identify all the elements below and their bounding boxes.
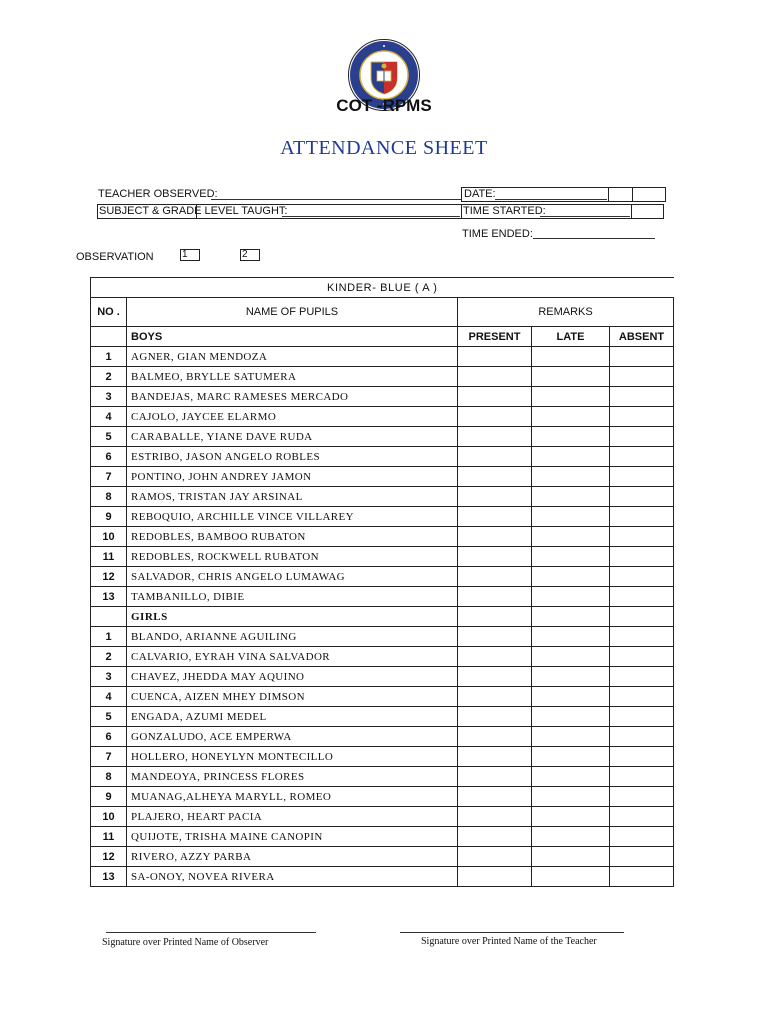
pupil-number: 9 xyxy=(91,787,127,807)
col-late-header: LATE xyxy=(532,327,610,347)
table-row xyxy=(91,747,674,767)
pupil-number: 5 xyxy=(91,427,127,447)
absent-cell[interactable] xyxy=(610,807,674,827)
col-present-header: PRESENT xyxy=(458,327,532,347)
pupil-number: 8 xyxy=(91,487,127,507)
pupil-number: 12 xyxy=(91,847,127,867)
pupil-number: 1 xyxy=(91,627,127,647)
absent-cell[interactable] xyxy=(610,687,674,707)
late-cell[interactable] xyxy=(532,507,610,527)
table-row xyxy=(91,507,674,527)
pupil-number: 9 xyxy=(91,507,127,527)
table-row xyxy=(91,407,674,427)
present-cell[interactable] xyxy=(458,547,532,567)
subject-grade-label: SUBJECT & GRADE LEVEL TAUGHT: xyxy=(99,205,288,217)
pupil-number: 7 xyxy=(91,747,127,767)
pupil-name: CUENCA, AIZEN MHEY DIMSON xyxy=(127,687,458,707)
blank-cell xyxy=(91,327,127,347)
pupil-number: 11 xyxy=(91,827,127,847)
present-cell[interactable] xyxy=(458,787,532,807)
late-cell[interactable] xyxy=(532,347,610,367)
absent-cell[interactable] xyxy=(610,647,674,667)
absent-cell[interactable] xyxy=(610,787,674,807)
late-cell[interactable] xyxy=(532,367,610,387)
pupil-number: 12 xyxy=(91,567,127,587)
header-row xyxy=(91,298,674,327)
table-row xyxy=(91,687,674,707)
subject-grade-line[interactable] xyxy=(282,216,460,217)
pupil-name: BALMEO, BRYLLE SATUMERA xyxy=(127,367,458,387)
pupil-name: MANDEOYA, PRINCESS FLORES xyxy=(127,767,458,787)
present-cell[interactable] xyxy=(458,347,532,367)
absent-cell[interactable] xyxy=(610,727,674,747)
pupil-name: ESTRIBO, JASON ANGELO ROBLES xyxy=(127,447,458,467)
observer-signature-label: Signature over Printed Name of Observer xyxy=(102,937,269,948)
class-name: KINDER- BLUE ( A ) xyxy=(91,278,674,298)
late-cell[interactable] xyxy=(532,387,610,407)
absent-cell[interactable] xyxy=(610,547,674,567)
observation-label: OBSERVATION xyxy=(76,251,154,263)
pupil-name: SALVADOR, CHRIS ANGELO LUMAWAG xyxy=(127,567,458,587)
absent-cell[interactable] xyxy=(610,847,674,867)
present-cell[interactable] xyxy=(458,667,532,687)
girls-header-row xyxy=(91,607,674,627)
present-cell[interactable] xyxy=(458,807,532,827)
absent-cell[interactable] xyxy=(610,567,674,587)
blank-cell xyxy=(610,607,674,627)
pupil-number: 13 xyxy=(91,587,127,607)
late-cell[interactable] xyxy=(532,787,610,807)
pupil-name: GONZALUDO, ACE EMPERWA xyxy=(127,727,458,747)
pupil-number: 1 xyxy=(91,347,127,367)
absent-cell[interactable] xyxy=(610,427,674,447)
late-cell[interactable] xyxy=(532,807,610,827)
pupil-name: HOLLERO, HONEYLYN MONTECILLO xyxy=(127,747,458,767)
pupil-number: 6 xyxy=(91,727,127,747)
absent-cell[interactable] xyxy=(610,707,674,727)
late-cell[interactable] xyxy=(532,847,610,867)
pupil-name: REDOBLES, BAMBOO RUBATON xyxy=(127,527,458,547)
pupil-name: CHAVEZ, JHEDDA MAY AQUINO xyxy=(127,667,458,687)
boys-header-row xyxy=(91,327,674,347)
pupil-name: CAJOLO, JAYCEE ELARMO xyxy=(127,407,458,427)
col-absent-header: ABSENT xyxy=(610,327,674,347)
pupil-number: 8 xyxy=(91,767,127,787)
late-cell[interactable] xyxy=(532,627,610,647)
page-title: COT -RPMS xyxy=(336,96,432,115)
pupil-name: SA-ONOY, NOVEA RIVERA xyxy=(127,867,458,887)
table-row xyxy=(91,367,674,387)
table-row xyxy=(91,487,674,507)
time-started-line[interactable] xyxy=(540,216,630,217)
present-cell[interactable] xyxy=(458,827,532,847)
late-cell[interactable] xyxy=(532,727,610,747)
pupil-number: 10 xyxy=(91,807,127,827)
pupil-number: 5 xyxy=(91,707,127,727)
observation-1-checkbox[interactable]: 1 xyxy=(180,249,200,261)
absent-cell[interactable] xyxy=(610,447,674,467)
late-cell[interactable] xyxy=(532,747,610,767)
late-cell[interactable] xyxy=(532,667,610,687)
teacher-observed-label: TEACHER OBSERVED: xyxy=(98,188,218,200)
pupil-number: 7 xyxy=(91,467,127,487)
late-cell[interactable] xyxy=(532,527,610,547)
present-cell[interactable] xyxy=(458,427,532,447)
table-row xyxy=(91,847,674,867)
pupil-number: 6 xyxy=(91,447,127,467)
table-row xyxy=(91,527,674,547)
date-label: DATE: xyxy=(464,188,496,200)
sheet-title: ATTENDANCE SHEET xyxy=(280,137,488,159)
late-cell[interactable] xyxy=(532,407,610,427)
table-row xyxy=(91,447,674,467)
absent-cell[interactable] xyxy=(610,467,674,487)
table-row xyxy=(91,707,674,727)
late-cell[interactable] xyxy=(532,447,610,467)
observer-signature-line[interactable] xyxy=(106,932,316,933)
pupil-number: 11 xyxy=(91,547,127,567)
present-cell[interactable] xyxy=(458,707,532,727)
col-name-header: NAME OF PUPILS xyxy=(127,298,458,327)
pupil-name: BLANDO, ARIANNE AGUILING xyxy=(127,627,458,647)
pupil-number: 2 xyxy=(91,367,127,387)
absent-cell[interactable] xyxy=(610,587,674,607)
absent-cell[interactable] xyxy=(610,767,674,787)
time-ended-label: TIME ENDED: xyxy=(462,228,533,240)
absent-cell[interactable] xyxy=(610,407,674,427)
table-row xyxy=(91,867,674,887)
blank-cell xyxy=(532,607,610,627)
late-cell[interactable] xyxy=(532,587,610,607)
pupil-number: 13 xyxy=(91,867,127,887)
teacher-signature-label: Signature over Printed Name of the Teacher xyxy=(421,936,597,947)
pupil-name: CARABALLE, YIANE DAVE RUDA xyxy=(127,427,458,447)
pupil-number: 4 xyxy=(91,407,127,427)
table-row xyxy=(91,727,674,747)
girls-label: GIRLS xyxy=(127,607,458,627)
pupil-name: PLAJERO, HEART PACIA xyxy=(127,807,458,827)
absent-cell[interactable] xyxy=(610,387,674,407)
table-row xyxy=(91,647,674,667)
pupil-name: AGNER, GIAN MENDOZA xyxy=(127,347,458,367)
table-row xyxy=(91,627,674,647)
absent-cell[interactable] xyxy=(610,747,674,767)
late-cell[interactable] xyxy=(532,467,610,487)
present-cell[interactable] xyxy=(458,747,532,767)
present-cell[interactable] xyxy=(458,847,532,867)
pupil-name: REDOBLES, ROCKWELL RUBATON xyxy=(127,547,458,567)
present-cell[interactable] xyxy=(458,627,532,647)
date-line[interactable] xyxy=(495,199,607,200)
late-cell[interactable] xyxy=(532,687,610,707)
subject-divider xyxy=(196,204,197,219)
table-row xyxy=(91,667,674,687)
present-cell[interactable] xyxy=(458,727,532,747)
present-cell[interactable] xyxy=(458,867,532,887)
observation-2-checkbox[interactable]: 2 xyxy=(240,249,260,261)
teacher-observed-line[interactable] xyxy=(211,199,461,200)
absent-cell[interactable] xyxy=(610,527,674,547)
absent-cell[interactable] xyxy=(610,627,674,647)
present-cell[interactable] xyxy=(458,687,532,707)
time-started-label: TIME STARTED: xyxy=(463,205,546,217)
table-row xyxy=(91,347,674,367)
present-cell[interactable] xyxy=(458,467,532,487)
absent-cell[interactable] xyxy=(610,827,674,847)
late-cell[interactable] xyxy=(532,647,610,667)
pupil-name: BANDEJAS, MARC RAMESES MERCADO xyxy=(127,387,458,407)
pupil-name: RAMOS, TRISTAN JAY ARSINAL xyxy=(127,487,458,507)
late-cell[interactable] xyxy=(532,567,610,587)
pupil-name: PONTINO, JOHN ANDREY JAMON xyxy=(127,467,458,487)
table-row xyxy=(91,807,674,827)
present-cell[interactable] xyxy=(458,767,532,787)
absent-cell[interactable] xyxy=(610,507,674,527)
teacher-signature-line[interactable] xyxy=(400,932,624,933)
late-cell[interactable] xyxy=(532,867,610,887)
date-divider xyxy=(632,187,633,202)
absent-cell[interactable] xyxy=(610,487,674,507)
absent-cell[interactable] xyxy=(610,367,674,387)
col-no-header: NO . xyxy=(91,298,127,327)
table-row xyxy=(91,547,674,567)
class-row xyxy=(91,278,674,298)
present-cell[interactable] xyxy=(458,447,532,467)
blank-cell xyxy=(91,607,127,627)
table-row xyxy=(91,467,674,487)
absent-cell[interactable] xyxy=(610,867,674,887)
table-row xyxy=(91,427,674,447)
time-divider xyxy=(631,204,632,219)
late-cell[interactable] xyxy=(532,827,610,847)
pupil-name: REBOQUIO, ARCHILLE VINCE VILLAREY xyxy=(127,507,458,527)
table-row xyxy=(91,767,674,787)
late-cell[interactable] xyxy=(532,707,610,727)
late-cell[interactable] xyxy=(532,427,610,447)
pupil-name: TAMBANILLO, DIBIE xyxy=(127,587,458,607)
present-cell[interactable] xyxy=(458,367,532,387)
pupil-number: 3 xyxy=(91,667,127,687)
blank-cell xyxy=(458,607,532,627)
present-cell[interactable] xyxy=(458,527,532,547)
table-row xyxy=(91,567,674,587)
date-divider xyxy=(608,187,609,202)
pupil-name: ENGADA, AZUMI MEDEL xyxy=(127,707,458,727)
present-cell[interactable] xyxy=(458,587,532,607)
late-cell[interactable] xyxy=(532,487,610,507)
present-cell[interactable] xyxy=(458,647,532,667)
pupil-number: 10 xyxy=(91,527,127,547)
table-row xyxy=(91,387,674,407)
late-cell[interactable] xyxy=(532,547,610,567)
pupil-name: MUANAG,ALHEYA MARYLL, ROMEO xyxy=(127,787,458,807)
absent-cell[interactable] xyxy=(610,667,674,687)
pupil-name: CALVARIO, EYRAH VINA SALVADOR xyxy=(127,647,458,667)
table-row xyxy=(91,787,674,807)
time-ended-line[interactable] xyxy=(533,238,655,239)
table-row xyxy=(91,827,674,847)
absent-cell[interactable] xyxy=(610,347,674,367)
boys-label: BOYS xyxy=(127,327,458,347)
present-cell[interactable] xyxy=(458,407,532,427)
present-cell[interactable] xyxy=(458,567,532,587)
present-cell[interactable] xyxy=(458,487,532,507)
pupil-number: 4 xyxy=(91,687,127,707)
pupil-number: 3 xyxy=(91,387,127,407)
present-cell[interactable] xyxy=(458,507,532,527)
attendance-table xyxy=(90,277,674,887)
col-remarks-header: REMARKS xyxy=(458,298,674,327)
pupil-number: 2 xyxy=(91,647,127,667)
late-cell[interactable] xyxy=(532,767,610,787)
table-row xyxy=(91,587,674,607)
pupil-name: QUIJOTE, TRISHA MAINE CANOPIN xyxy=(127,827,458,847)
pupil-name: RIVERO, AZZY PARBA xyxy=(127,847,458,867)
present-cell[interactable] xyxy=(458,387,532,407)
